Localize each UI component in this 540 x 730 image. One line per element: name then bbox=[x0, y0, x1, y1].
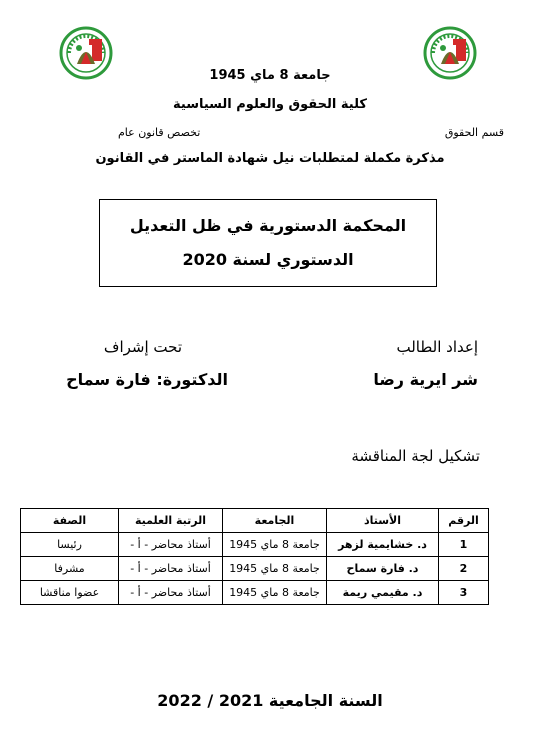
rank-cell: أستاذ محاضر - أ - bbox=[119, 581, 223, 605]
column-header: الأستاذ bbox=[327, 509, 439, 533]
student-name: شر ايرية رضا bbox=[373, 370, 478, 389]
table-row bbox=[21, 533, 489, 557]
supervisor-label: تحت إشراف bbox=[103, 338, 182, 356]
role-cell: عضوا مناقشا bbox=[21, 581, 119, 605]
academic-year: السنة الجامعية 2021 / 2022 bbox=[157, 691, 383, 710]
professor-name: د. خشايمية لزهر bbox=[327, 533, 439, 557]
university-cell: جامعة 8 ماي 1945 bbox=[223, 581, 327, 605]
table-row bbox=[21, 557, 489, 581]
row-number: 1 bbox=[439, 533, 489, 557]
memo-subtitle: مذكرة مكملة لمتطلبات نيل شهادة الماستر في القانون bbox=[95, 151, 445, 166]
table-row bbox=[21, 581, 489, 605]
faculty-name: كلية الحقوق والعلوم السياسية bbox=[173, 97, 367, 112]
department-label: قسم الحقوق bbox=[444, 126, 504, 139]
committee-heading: تشكيل لجة المناقشة bbox=[351, 447, 480, 465]
student-label: إعداد الطالب bbox=[396, 338, 478, 356]
role-cell: مشرفا bbox=[21, 557, 119, 581]
supervisor-name: الدكتورة: فارة سماح bbox=[66, 370, 228, 389]
role-cell: رئيسا bbox=[21, 533, 119, 557]
column-header: الرتبة العلمية bbox=[119, 509, 223, 533]
specialty-label: تخصص قانون عام bbox=[118, 126, 201, 139]
thesis-title-line2: الدستوري لسنة 2020 bbox=[182, 250, 354, 269]
thesis-title-line1: المحكمة الدستورية في ظل التعديل bbox=[129, 216, 407, 235]
committee-table bbox=[20, 508, 489, 605]
column-header: الجامعة bbox=[223, 509, 327, 533]
column-header: الرقم bbox=[439, 509, 489, 533]
professor-name: د. فارة سماح bbox=[327, 557, 439, 581]
thesis-title-box bbox=[99, 199, 437, 287]
university-cell: جامعة 8 ماي 1945 bbox=[223, 533, 327, 557]
rank-cell: أستاذ محاضر - أ - bbox=[119, 533, 223, 557]
row-number: 2 bbox=[439, 557, 489, 581]
table-header-row bbox=[21, 509, 489, 533]
column-header: الصفة bbox=[21, 509, 119, 533]
university-cell: جامعة 8 ماي 1945 bbox=[223, 557, 327, 581]
rank-cell: أستاذ محاضر - أ - bbox=[119, 557, 223, 581]
row-number: 3 bbox=[439, 581, 489, 605]
professor-name: د. مقيمي ريمة bbox=[327, 581, 439, 605]
university-name: جامعة 8 ماي 1945 bbox=[209, 68, 331, 83]
